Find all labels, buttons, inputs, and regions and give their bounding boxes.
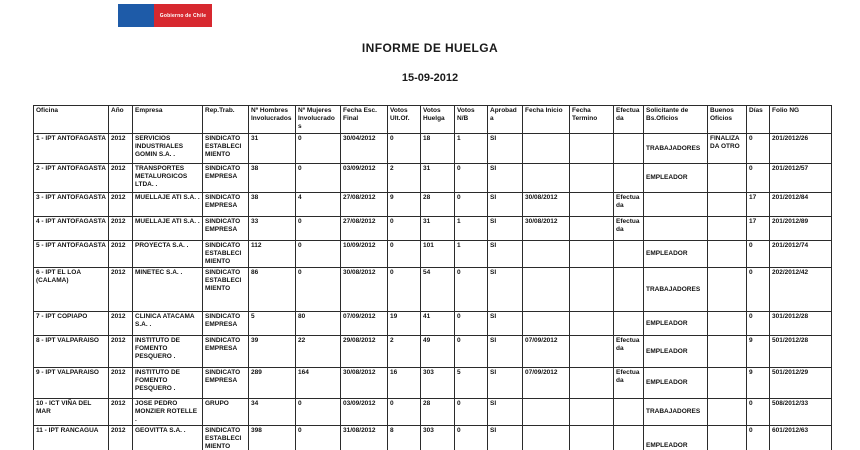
table-row — [34, 241, 832, 268]
table-cell: 2012 — [109, 134, 133, 164]
table-cell: 30/08/2012 — [523, 217, 570, 241]
column-header: Empresa — [133, 106, 203, 134]
table-cell: 2012 — [109, 399, 133, 426]
table-cell: 201/2012/84 — [770, 193, 832, 217]
table-cell: 22 — [296, 336, 341, 368]
table-cell — [614, 241, 644, 268]
table-cell — [708, 164, 747, 193]
table-cell: SINDICATO ESTABLECIMIENTO — [203, 426, 249, 450]
table-cell: 3 - IPT ANTOFAGASTA — [34, 193, 109, 217]
table-cell: 0 — [455, 193, 488, 217]
table-cell: 0 — [455, 312, 488, 336]
table-cell — [523, 399, 570, 426]
table-cell: 8 — [388, 426, 421, 450]
table-cell — [708, 268, 747, 312]
table-row — [34, 426, 832, 450]
table-row — [34, 164, 832, 193]
table-cell: 28 — [421, 399, 455, 426]
report-date: 15-09-2012 — [401, 72, 459, 84]
table-cell: SINDICATO EMPRESA — [203, 217, 249, 241]
table-cell — [570, 193, 614, 217]
table-cell: 18 — [421, 134, 455, 164]
table-cell — [644, 193, 708, 217]
table-cell: 6 - IPT EL LOA (CALAMA) — [34, 268, 109, 312]
table-cell: PROYECTA S.A. . — [133, 241, 203, 268]
table-cell: 0 — [388, 134, 421, 164]
table-cell: 31/08/2012 — [341, 426, 388, 450]
table-cell: 1 — [455, 241, 488, 268]
table-cell — [614, 134, 644, 164]
table-cell: TRABAJADORES — [644, 268, 708, 312]
column-header: Año — [109, 106, 133, 134]
table-cell: Efectuada — [614, 336, 644, 368]
table-cell — [708, 399, 747, 426]
table-cell: 2012 — [109, 164, 133, 193]
table-cell: TRANSPORTES METALURGICOS LTDA. . — [133, 164, 203, 193]
table-cell: 30/04/2012 — [341, 134, 388, 164]
table-row — [34, 368, 832, 399]
table-cell: EMPLEADOR — [644, 241, 708, 268]
table-cell: 164 — [296, 368, 341, 399]
table-cell: 80 — [296, 312, 341, 336]
report-table — [33, 105, 832, 450]
gobierno-de-chile-logo — [118, 4, 212, 27]
table-cell: 2012 — [109, 217, 133, 241]
table-cell: 34 — [249, 399, 296, 426]
table-cell: 2012 — [109, 312, 133, 336]
table-cell: 0 — [388, 241, 421, 268]
table-cell — [570, 241, 614, 268]
table-cell: SI — [488, 217, 523, 241]
table-cell — [523, 241, 570, 268]
table-cell: TRABAJADORES — [644, 134, 708, 164]
table-cell: 29/08/2012 — [341, 336, 388, 368]
table-cell: 0 — [296, 217, 341, 241]
table-cell: 508/2012/33 — [770, 399, 832, 426]
table-cell: 0 — [747, 241, 770, 268]
table-cell — [523, 426, 570, 450]
table-cell: EMPLEADOR — [644, 426, 708, 450]
logo-blue-block — [118, 4, 154, 27]
table-cell: 7 - IPT COPIAPO — [34, 312, 109, 336]
table-cell: 0 — [747, 164, 770, 193]
table-cell: 301/2012/28 — [770, 312, 832, 336]
table-cell: 38 — [249, 193, 296, 217]
table-cell — [570, 134, 614, 164]
table-cell: SI — [488, 426, 523, 450]
table-cell: 4 — [296, 193, 341, 217]
table-cell: Efectuada — [614, 193, 644, 217]
column-header: Votos N/B — [455, 106, 488, 134]
table-cell: SINDICATO EMPRESA — [203, 164, 249, 193]
table-cell: 16 — [388, 368, 421, 399]
column-header: Nº Mujeres Involucrados — [296, 106, 341, 134]
table-cell: 0 — [296, 164, 341, 193]
table-cell: 8 - IPT VALPARAISO — [34, 336, 109, 368]
table-cell: 31 — [421, 164, 455, 193]
table-cell: 2 — [388, 336, 421, 368]
table-cell: EMPLEADOR — [644, 336, 708, 368]
table-cell: 0 — [388, 399, 421, 426]
table-cell: CLINICA ATACAMA S.A. . — [133, 312, 203, 336]
table-cell: 38 — [249, 164, 296, 193]
table-cell: 2012 — [109, 193, 133, 217]
table-row — [34, 399, 832, 426]
logo-text: Gobierno de Chile — [159, 12, 207, 19]
table-cell: EMPLEADOR — [644, 368, 708, 399]
table-cell: 07/09/2012 — [523, 336, 570, 368]
table-cell — [523, 268, 570, 312]
table-cell: 5 — [249, 312, 296, 336]
table-cell: 202/2012/42 — [770, 268, 832, 312]
table-cell: 10 - ICT VIÑA DEL MAR — [34, 399, 109, 426]
table-cell: SINDICATO EMPRESA — [203, 193, 249, 217]
table-cell — [708, 368, 747, 399]
table-cell: 0 — [455, 336, 488, 368]
table-cell: SINDICATO ESTABLECIMIENTO — [203, 241, 249, 268]
table-cell: SI — [488, 268, 523, 312]
table-cell: 11 - IPT RANCAGUA — [34, 426, 109, 450]
column-header: Fecha Inicio — [523, 106, 570, 134]
table-cell: 303 — [421, 426, 455, 450]
table-cell: 201/2012/26 — [770, 134, 832, 164]
table-body — [34, 134, 832, 450]
page-title: INFORME DE HUELGA — [361, 41, 499, 55]
table-cell: SERVICIOS INDUSTRIALES GOMIN S.A. . — [133, 134, 203, 164]
table-cell: TRABAJADORES — [644, 399, 708, 426]
table-cell: SI — [488, 336, 523, 368]
table-cell: 28 — [421, 193, 455, 217]
table-cell: 0 — [296, 134, 341, 164]
table-cell: MINETEC S.A. . — [133, 268, 203, 312]
table-cell: 49 — [421, 336, 455, 368]
table-cell: 1 — [455, 217, 488, 241]
table-cell: 112 — [249, 241, 296, 268]
column-header: Oficina — [34, 106, 109, 134]
table-cell — [614, 426, 644, 450]
column-header: Nº Hombres Involucrados — [249, 106, 296, 134]
table-cell: 33 — [249, 217, 296, 241]
table-cell: 17 — [747, 193, 770, 217]
table-cell: 07/09/2012 — [523, 368, 570, 399]
table-cell: 2 — [388, 164, 421, 193]
table-header — [34, 106, 832, 134]
table-cell: 2 - IPT ANTOFAGASTA — [34, 164, 109, 193]
table-cell — [708, 336, 747, 368]
table-cell: 0 — [455, 426, 488, 450]
table-cell — [570, 399, 614, 426]
table-cell: 5 - IPT ANTOFAGASTA — [34, 241, 109, 268]
table-cell — [708, 193, 747, 217]
table-cell — [708, 241, 747, 268]
table-cell: MUELLAJE ATI S.A. . — [133, 217, 203, 241]
table-cell: 0 — [388, 268, 421, 312]
table-cell: 601/2012/63 — [770, 426, 832, 450]
table-row — [34, 312, 832, 336]
column-header: Votos Huelga — [421, 106, 455, 134]
table-cell — [570, 312, 614, 336]
table-cell — [614, 164, 644, 193]
table-cell — [570, 368, 614, 399]
table-cell: 5 — [455, 368, 488, 399]
table-cell: 31 — [421, 217, 455, 241]
table-cell: 10/09/2012 — [341, 241, 388, 268]
table-cell — [614, 312, 644, 336]
table-cell: 4 - IPT ANTOFAGASTA — [34, 217, 109, 241]
table-cell: SINDICATO EMPRESA — [203, 312, 249, 336]
table-cell: 1 - IPT ANTOFAGASTA — [34, 134, 109, 164]
table-cell: 0 — [747, 426, 770, 450]
column-header: Días — [747, 106, 770, 134]
table-cell: 0 — [747, 134, 770, 164]
table-cell: 9 — [388, 193, 421, 217]
table-cell: SINDICATO ESTABLECIMIENTO — [203, 268, 249, 312]
table-cell: 101 — [421, 241, 455, 268]
table-cell: 27/08/2012 — [341, 217, 388, 241]
table-cell — [570, 426, 614, 450]
table-cell: GRUPO — [203, 399, 249, 426]
table-row — [34, 193, 832, 217]
table-cell: 201/2012/89 — [770, 217, 832, 241]
table-cell: SI — [488, 312, 523, 336]
table-cell: 03/09/2012 — [341, 399, 388, 426]
table-cell: 9 — [747, 336, 770, 368]
table-cell: 0 — [388, 217, 421, 241]
table-cell: 0 — [747, 312, 770, 336]
table-cell: 30/08/2012 — [341, 368, 388, 399]
table-cell: 2012 — [109, 268, 133, 312]
table-cell — [708, 426, 747, 450]
table-cell: 398 — [249, 426, 296, 450]
table-cell: 1 — [455, 134, 488, 164]
table-cell: 0 — [296, 426, 341, 450]
table-row — [34, 217, 832, 241]
table-cell: 501/2012/28 — [770, 336, 832, 368]
table-cell: 2012 — [109, 426, 133, 450]
column-header: Efectuada — [614, 106, 644, 134]
table-cell: 0 — [747, 268, 770, 312]
table-cell: 41 — [421, 312, 455, 336]
table-cell: 30/08/2012 — [523, 193, 570, 217]
table-cell: 31 — [249, 134, 296, 164]
table-cell: Efectuada — [614, 368, 644, 399]
column-header: Fecha Esc. Final — [341, 106, 388, 134]
table-cell — [614, 399, 644, 426]
table-cell — [708, 312, 747, 336]
header-row — [34, 106, 832, 134]
table-cell: 19 — [388, 312, 421, 336]
table-cell: SINDICATO EMPRESA — [203, 336, 249, 368]
table-cell: 17 — [747, 217, 770, 241]
table-cell: 27/08/2012 — [341, 193, 388, 217]
table-row — [34, 268, 832, 312]
table-cell: FINALIZADA OTRO — [708, 134, 747, 164]
table-cell: EMPLEADOR — [644, 164, 708, 193]
table-cell: 2012 — [109, 336, 133, 368]
table-cell: 303 — [421, 368, 455, 399]
table-cell — [570, 217, 614, 241]
table-cell — [523, 134, 570, 164]
table-cell — [708, 217, 747, 241]
column-header: Solicitante de Bs.Oficios — [644, 106, 708, 134]
column-header: Rep.Trab. — [203, 106, 249, 134]
table-cell: JOSE PEDRO MONZIER ROTELLE . — [133, 399, 203, 426]
table-cell: 501/2012/29 — [770, 368, 832, 399]
table-cell: SINDICATO ESTABLECIMIENTO — [203, 134, 249, 164]
table-cell: 0 — [455, 399, 488, 426]
logo-red-block — [154, 4, 212, 27]
table-cell: 54 — [421, 268, 455, 312]
column-header: Folio NG — [770, 106, 832, 134]
table-cell: SI — [488, 399, 523, 426]
table-cell: 2012 — [109, 368, 133, 399]
table-cell: GEOVITTA S.A. . — [133, 426, 203, 450]
table-cell: MUELLAJE ATI S.A. . — [133, 193, 203, 217]
column-header: Aprobada — [488, 106, 523, 134]
table-cell: 201/2012/74 — [770, 241, 832, 268]
table-cell: 86 — [249, 268, 296, 312]
table-cell: INSTITUTO DE FOMENTO PESQUERO . — [133, 368, 203, 399]
table-cell: 0 — [455, 164, 488, 193]
table-cell — [570, 336, 614, 368]
table-cell: SI — [488, 134, 523, 164]
table-cell: 9 - IPT VALPARAISO — [34, 368, 109, 399]
table-cell: 0 — [296, 268, 341, 312]
table-cell: Efectuada — [614, 217, 644, 241]
table-cell — [570, 268, 614, 312]
table-row — [34, 134, 832, 164]
table-row — [34, 336, 832, 368]
table-cell: 0 — [455, 268, 488, 312]
table-cell — [570, 164, 614, 193]
table-cell: 9 — [747, 368, 770, 399]
table-cell: SI — [488, 368, 523, 399]
column-header: Votos Ult.Of. — [388, 106, 421, 134]
column-header: Buenos Oficios — [708, 106, 747, 134]
table-cell: 07/09/2012 — [341, 312, 388, 336]
table-cell: SI — [488, 164, 523, 193]
table-cell — [523, 164, 570, 193]
table-cell: INSTITUTO DE FOMENTO PESQUERO . — [133, 336, 203, 368]
table-cell — [523, 312, 570, 336]
table-cell: 39 — [249, 336, 296, 368]
table-cell: 0 — [747, 399, 770, 426]
table-cell: EMPLEADOR — [644, 312, 708, 336]
table-cell: 2012 — [109, 241, 133, 268]
table-cell: SINDICATO EMPRESA — [203, 368, 249, 399]
column-header: Fecha Termino — [570, 106, 614, 134]
table-cell: 30/08/2012 — [341, 268, 388, 312]
table-cell — [644, 217, 708, 241]
table-cell: SI — [488, 241, 523, 268]
table-cell: 0 — [296, 241, 341, 268]
table-cell: 289 — [249, 368, 296, 399]
table-cell: SI — [488, 193, 523, 217]
table-cell: 201/2012/57 — [770, 164, 832, 193]
table-cell: 0 — [296, 399, 341, 426]
table-cell: 03/09/2012 — [341, 164, 388, 193]
table-cell — [614, 268, 644, 312]
